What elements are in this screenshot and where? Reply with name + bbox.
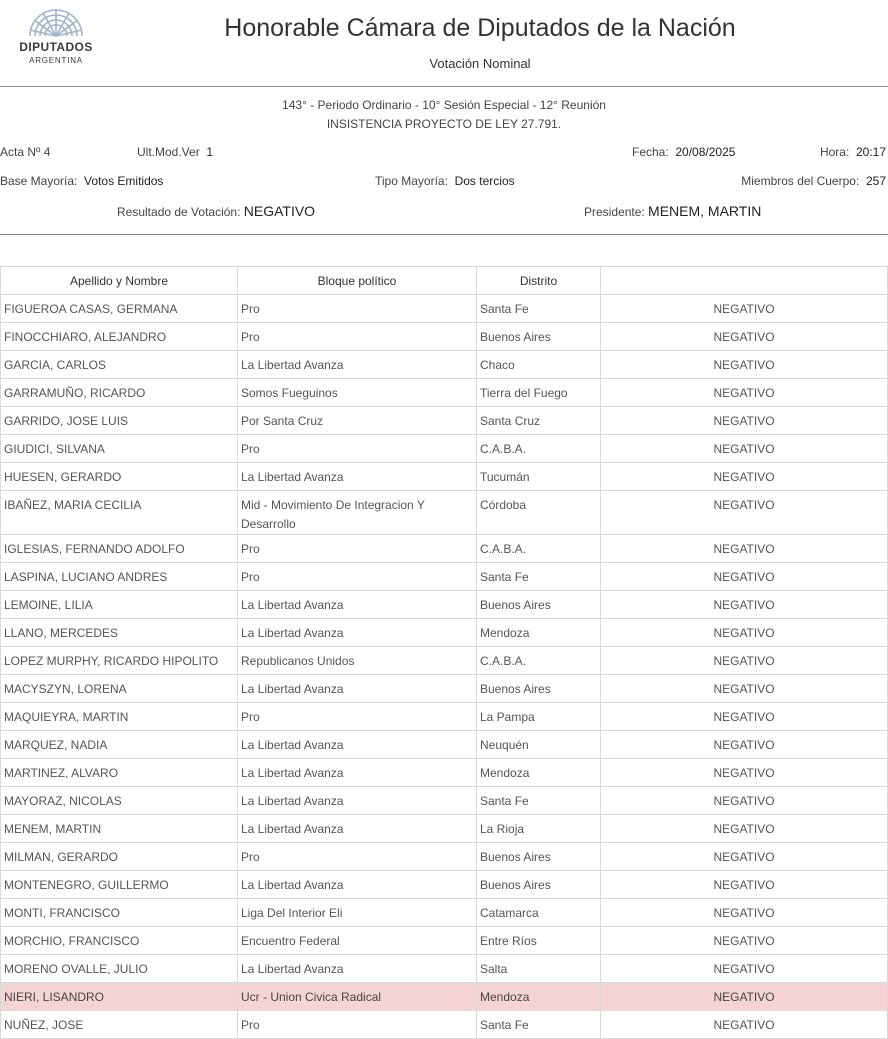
cell-distrito: Santa Cruz	[477, 407, 601, 435]
cell-bloque: Ucr - Union Civica Radical	[238, 983, 477, 1011]
miembros-cuerpo	[741, 174, 886, 188]
cell-distrito: Córdoba	[477, 491, 601, 535]
cell-name: GARRAMUÑO, RICARDO	[1, 379, 238, 407]
cell-voto: NEGATIVO	[601, 619, 888, 647]
cell-distrito: Tierra del Fuego	[477, 379, 601, 407]
fecha	[632, 145, 735, 159]
hora	[820, 145, 886, 159]
cell-name: MENEM, MARTIN	[1, 815, 238, 843]
cell-distrito: La Pampa	[477, 703, 601, 731]
cell-distrito: Neuquén	[477, 731, 601, 759]
cell-name: MONTENEGRO, GUILLERMO	[1, 871, 238, 899]
cell-name: MACYSZYN, LORENA	[1, 675, 238, 703]
section-divider	[0, 234, 888, 235]
hora-label: Hora:	[819, 145, 850, 159]
cell-distrito: Catamarca	[477, 899, 601, 927]
cell-bloque: Liga Del Interior Eli	[238, 899, 477, 927]
column-header-name: Apellido y Nombre	[1, 267, 238, 295]
cell-voto: NEGATIVO	[601, 591, 888, 619]
cell-name: MONTI, FRANCISCO	[1, 899, 238, 927]
cell-voto: NEGATIVO	[601, 295, 888, 323]
cell-bloque: La Libertad Avanza	[238, 463, 477, 491]
cell-bloque: La Libertad Avanza	[238, 351, 477, 379]
table-row	[1, 955, 888, 983]
cell-distrito: Mendoza	[477, 759, 601, 787]
cell-distrito: Tucumán	[477, 463, 601, 491]
table-row	[1, 407, 888, 435]
cell-voto: NEGATIVO	[601, 647, 888, 675]
cell-bloque: La Libertad Avanza	[238, 787, 477, 815]
cell-name: HUESEN, GERARDO	[1, 463, 238, 491]
cell-bloque: Somos Fueguinos	[238, 379, 477, 407]
cell-name: FINOCCHIARO, ALEJANDRO	[1, 323, 238, 351]
tipo-mayoria	[375, 174, 515, 188]
table-row	[1, 463, 888, 491]
cell-distrito: Buenos Aires	[477, 675, 601, 703]
table-row	[1, 731, 888, 759]
table-row	[1, 1011, 888, 1039]
cell-voto: NEGATIVO	[601, 955, 888, 983]
cell-voto: NEGATIVO	[601, 675, 888, 703]
cell-bloque: Republicanos Unidos	[238, 647, 477, 675]
ult-mod-label: Ult.Mod.Ver	[137, 145, 200, 159]
votes-table	[0, 266, 888, 1039]
tipo-mayoria-value: Dos tercios	[454, 174, 515, 188]
table-row	[1, 591, 888, 619]
page-header	[0, 0, 888, 87]
cell-bloque: Pro	[238, 703, 477, 731]
presidente-label: Presidente:	[584, 205, 645, 219]
column-header-bloque: Bloque político	[238, 267, 477, 295]
session-info	[0, 96, 888, 134]
cell-name: LLANO, MERCEDES	[1, 619, 238, 647]
base-mayoria-value: Votos Emitidos	[84, 174, 164, 188]
cell-name: IGLESIAS, FERNANDO ADOLFO	[1, 535, 238, 563]
cell-bloque: La Libertad Avanza	[238, 815, 477, 843]
cell-voto: NEGATIVO	[601, 983, 888, 1011]
cell-voto: NEGATIVO	[601, 351, 888, 379]
cell-name: IBAÑEZ, MARIA CECILIA	[1, 491, 238, 535]
cell-voto: NEGATIVO	[601, 535, 888, 563]
table-row	[1, 379, 888, 407]
table-row	[1, 899, 888, 927]
cell-bloque: La Libertad Avanza	[238, 955, 477, 983]
cell-bloque: La Libertad Avanza	[238, 591, 477, 619]
cell-name: LOPEZ MURPHY, RICARDO HIPOLITO	[1, 647, 238, 675]
table-row	[1, 759, 888, 787]
cell-voto: NEGATIVO	[601, 899, 888, 927]
cell-distrito: Santa Fe	[477, 787, 601, 815]
cell-bloque: La Libertad Avanza	[238, 619, 477, 647]
cell-distrito: Chaco	[477, 351, 601, 379]
cell-distrito: Mendoza	[477, 619, 601, 647]
cell-distrito: Salta	[477, 955, 601, 983]
cell-distrito: C.A.B.A.	[477, 535, 601, 563]
cell-distrito: Buenos Aires	[477, 591, 601, 619]
cell-name: LASPINA, LUCIANO ANDRES	[1, 563, 238, 591]
tipo-mayoria-label: Tipo Mayoría:	[375, 174, 448, 188]
cell-voto: NEGATIVO	[601, 843, 888, 871]
presidente	[584, 203, 761, 219]
cell-voto: NEGATIVO	[601, 731, 888, 759]
table-header-row	[1, 267, 888, 295]
page-subtitle: Votación Nominal	[429, 56, 531, 71]
cell-distrito: C.A.B.A.	[477, 647, 601, 675]
cell-name: MARQUEZ, NADIA	[1, 731, 238, 759]
column-header-voto	[601, 267, 888, 295]
table-row	[1, 535, 888, 563]
congress-dome-icon	[24, 6, 88, 38]
cell-name: NIERI, LISANDRO	[1, 983, 238, 1011]
table-row	[1, 871, 888, 899]
diputados-logo	[14, 6, 98, 70]
table-row	[1, 563, 888, 591]
cell-voto: NEGATIVO	[601, 323, 888, 351]
cell-name: GARRIDO, JOSE LUIS	[1, 407, 238, 435]
cell-name: MORENO OVALLE, JULIO	[1, 955, 238, 983]
table-row	[1, 435, 888, 463]
cell-voto: NEGATIVO	[601, 871, 888, 899]
resultado-votacion	[117, 203, 315, 219]
cell-name: LEMOINE, LILIA	[1, 591, 238, 619]
cell-voto: NEGATIVO	[601, 463, 888, 491]
cell-bloque: Pro	[238, 843, 477, 871]
fecha-label: Fecha:	[632, 145, 669, 159]
cell-name: MARTINEZ, ALVARO	[1, 759, 238, 787]
table-row	[1, 491, 888, 535]
table-row	[1, 927, 888, 955]
cell-bloque: Por Santa Cruz	[238, 407, 477, 435]
cell-distrito: La Rioja	[477, 815, 601, 843]
cell-voto: NEGATIVO	[601, 379, 888, 407]
table-row	[1, 675, 888, 703]
cell-name: FIGUEROA CASAS, GERMANA	[1, 295, 238, 323]
cell-distrito: Entre Ríos	[477, 927, 601, 955]
ult-mod-value: 1	[206, 145, 214, 159]
cell-voto: NEGATIVO	[601, 491, 888, 535]
cell-bloque: Mid - Movimiento De Integracion Y Desarrollo	[238, 491, 477, 535]
cell-name: MORCHIO, FRANCISCO	[1, 927, 238, 955]
cell-distrito: Santa Fe	[477, 1011, 601, 1039]
table-row	[1, 815, 888, 843]
resultado-value: NEGATIVO	[243, 203, 316, 219]
column-header-distrito: Distrito	[477, 267, 601, 295]
cell-distrito: Buenos Aires	[477, 871, 601, 899]
cell-bloque: Pro	[238, 295, 477, 323]
cell-name: MILMAN, GERARDO	[1, 843, 238, 871]
table-row	[1, 323, 888, 351]
cell-voto: NEGATIVO	[601, 759, 888, 787]
acta-number: Acta Nº 4	[0, 145, 51, 159]
cell-voto: NEGATIVO	[601, 407, 888, 435]
presidente-value: MENEM, MARTIN	[648, 203, 762, 219]
logo-name: DIPUTADOS	[19, 40, 93, 54]
resultado-label: Resultado de Votación:	[117, 205, 241, 219]
cell-voto: NEGATIVO	[601, 815, 888, 843]
cell-distrito: Mendoza	[477, 983, 601, 1011]
cell-bloque: Pro	[238, 563, 477, 591]
cell-name: NUÑEZ, JOSE	[1, 1011, 238, 1039]
cell-voto: NEGATIVO	[601, 927, 888, 955]
cell-bloque: Pro	[238, 323, 477, 351]
cell-name: GIUDICI, SILVANA	[1, 435, 238, 463]
cell-distrito: Santa Fe	[477, 563, 601, 591]
cell-bloque: Pro	[238, 1011, 477, 1039]
cell-bloque: Pro	[238, 435, 477, 463]
cell-bloque: La Libertad Avanza	[238, 759, 477, 787]
cell-voto: NEGATIVO	[601, 703, 888, 731]
cell-voto: NEGATIVO	[601, 563, 888, 591]
cell-bloque: Pro	[238, 535, 477, 563]
ult-mod-ver	[137, 145, 213, 159]
table-row	[1, 647, 888, 675]
cell-bloque: Encuentro Federal	[238, 927, 477, 955]
cell-distrito: Buenos Aires	[477, 843, 601, 871]
cell-bloque: La Libertad Avanza	[238, 675, 477, 703]
hora-value: 20:17	[855, 145, 886, 159]
table-row	[1, 983, 888, 1011]
miembros-label: Miembros del Cuerpo:	[741, 174, 860, 188]
cell-distrito: C.A.B.A.	[477, 435, 601, 463]
fecha-value: 20/08/2025	[675, 145, 736, 159]
table-row	[1, 703, 888, 731]
table-row	[1, 295, 888, 323]
cell-voto: NEGATIVO	[601, 787, 888, 815]
page-title: Honorable Cámara de Diputados de la Nación	[224, 14, 736, 42]
cell-distrito: Buenos Aires	[477, 323, 601, 351]
session-line-2: INSISTENCIA PROYECTO DE LEY 27.791.	[326, 117, 562, 131]
base-mayoria-label: Base Mayoría:	[0, 174, 78, 188]
cell-voto: NEGATIVO	[601, 435, 888, 463]
votes-table-body	[1, 295, 888, 1039]
table-row	[1, 843, 888, 871]
cell-bloque: La Libertad Avanza	[238, 871, 477, 899]
miembros-value: 257	[865, 174, 886, 188]
cell-voto: NEGATIVO	[601, 1011, 888, 1039]
cell-name: MAQUIEYRA, MARTIN	[1, 703, 238, 731]
table-row	[1, 787, 888, 815]
cell-name: MAYORAZ, NICOLAS	[1, 787, 238, 815]
table-row	[1, 619, 888, 647]
cell-bloque: La Libertad Avanza	[238, 731, 477, 759]
table-row	[1, 351, 888, 379]
base-mayoria	[0, 174, 163, 188]
cell-name: GARCIA, CARLOS	[1, 351, 238, 379]
logo-subtitle: ARGENTINA	[29, 56, 83, 65]
session-line-1: 143° - Periodo Ordinario - 10° Sesión Especial - 12° Reunión	[282, 98, 606, 112]
cell-distrito: Santa Fe	[477, 295, 601, 323]
